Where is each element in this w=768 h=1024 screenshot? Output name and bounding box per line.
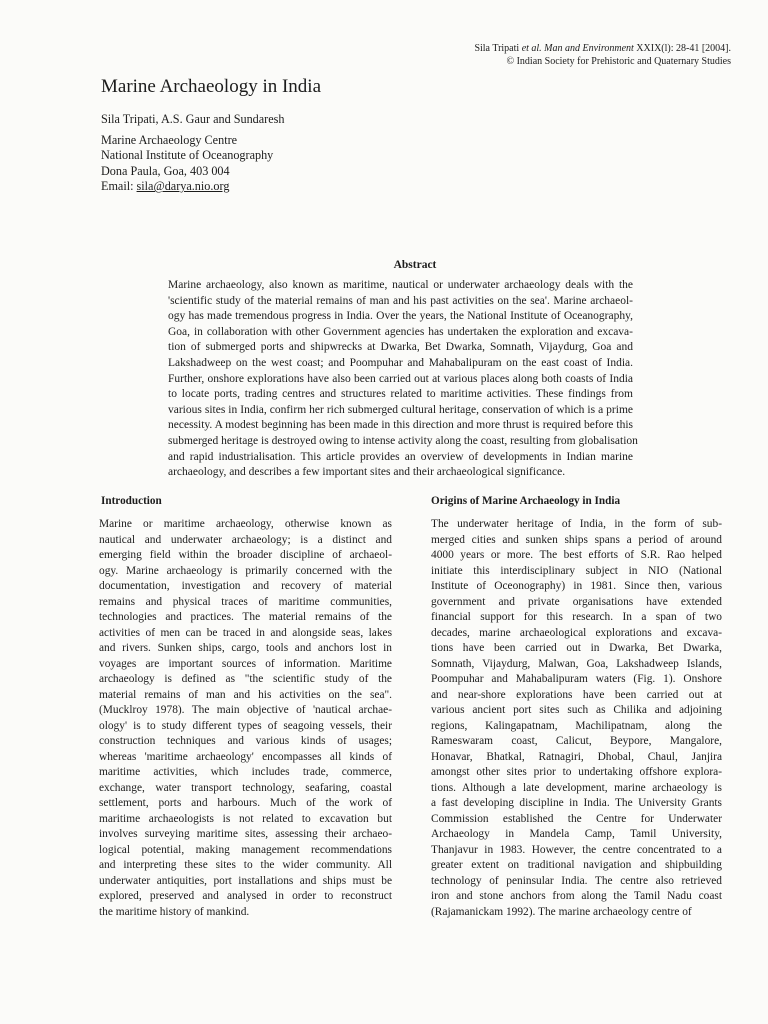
text-line: financial support for this research. In a span of two — [431, 611, 722, 623]
text-line: construction techniques and various kinds of usages; — [99, 735, 392, 747]
introduction-body — [99, 517, 392, 920]
text-line: tions. Although a late development, marine archaeology is — [431, 781, 722, 794]
text-line: material remains of man and his activities on the sea". — [99, 688, 392, 701]
citation-authors: Sila Tripati — [474, 43, 522, 54]
text-line: merged cities and sunken ships spans a period of around — [431, 533, 722, 546]
text-line: regions, Kalingapatnam, Machilipatnam, along the — [431, 719, 722, 732]
text-line: remains and physical traces of maritime communities, — [99, 595, 392, 608]
text-line: a fast developing discipline in India. The University Grants — [431, 797, 722, 809]
text-line: maritime activities, which includes trade, commerce, — [99, 766, 392, 778]
text-line: Further, onshore explorations have also been carried out at various places along both coasts of India — [168, 372, 633, 385]
text-line: Lakshadweep on the west coast; and Poompuhar and Mahabalipuram on the east coast of India. — [168, 356, 633, 369]
text-line: 4000 years or more. The best efforts of S.R. Rao helped — [431, 549, 722, 561]
introduction-heading: Introduction — [101, 495, 162, 507]
origins-body — [431, 517, 722, 920]
text-line: Poompuhar and Mahabalipuram waters (Fig. 1). Onshore — [431, 673, 722, 685]
email-label: Email: — [101, 179, 137, 194]
text-line: logical potential, making management recommendations — [99, 843, 392, 856]
text-line: iron and stone anchors from along the Tamil Nadu coast — [431, 890, 722, 902]
citation-journal: et al. Man and Environment — [521, 43, 634, 54]
email-link[interactable]: sila@darya.nio.org — [136, 179, 230, 194]
text-line: explored, preserved and analysed in order to reconstruct — [99, 890, 392, 902]
text-line: and near-shore explorations have been carried out at — [431, 688, 722, 701]
article-title: Marine Archaeology in India — [101, 76, 322, 97]
citation-line-1 — [474, 42, 731, 55]
text-line: technology of peninsular India. The centre also retrieved — [431, 874, 722, 887]
text-line: Honavar, Bhatkal, Ratnagiri, Dhobal, Chaul, Janjira — [431, 750, 722, 763]
text-line: involves surveying maritime sites, assessing their archaeo- — [99, 828, 392, 840]
text-line: Marine or maritime archaeology, otherwise known as — [99, 518, 392, 530]
text-line: nautical and underwater archaeology; is a distinct and — [99, 533, 392, 546]
text-line: Somnath, Vijaydurg, Malwan, Goa, Lakshadweep Islands, — [431, 657, 722, 670]
text-line: Marine archaeology, also known as maritime, nautical or underwater archaeology deals with the — [168, 279, 633, 291]
citation-line-2: © Indian Society for Prehistoric and Quaternary Studies — [506, 56, 731, 67]
abstract-body — [168, 278, 638, 481]
text-line: archaeology, and describes a few important sites and their archaeological significance. — [168, 466, 566, 479]
text-line: underwater antiquities, port installations and ships must be — [99, 874, 392, 887]
text-line: the maritime history of mankind. — [99, 905, 250, 918]
abstract-heading: Abstract — [393, 259, 437, 271]
text-line: ology' is to study different types of seagoing vessels, their — [99, 719, 392, 732]
text-line: tions have been carried out in Dwarka, Bet Dwarka, — [431, 642, 722, 654]
text-line: settlement, ports and harbours. Much of the work of — [99, 797, 392, 809]
text-line: Commission established the Centre for Underwater — [431, 812, 722, 825]
text-line: exchange, water transport technology, seafaring, coastal — [99, 781, 392, 794]
text-line: and interpreting these sites to the wider community. All — [99, 859, 392, 871]
journal-citation — [474, 42, 731, 68]
text-line: maritime archaeologists is not related to excavation but — [99, 812, 392, 825]
text-line: amongst other sites prior to undertaking offshore explora- — [431, 766, 722, 778]
text-line: submerged heritage is destroyed owing to intense activity along the coast, resulting from globalisation — [168, 434, 638, 447]
text-line: Rameswaram coast, Calicut, Beypore, Mangalore, — [431, 735, 722, 747]
text-line: emerging field within the broader discipline of archaeol- — [99, 549, 392, 561]
text-line: tion of submerged ports and shipwrecks at Dwarka, Bet Dwarka, Somnath, Vijaydurg, Goa and — [168, 341, 633, 354]
text-line: necessity. A modest beginning has been made in this direction and more thrust is required before this — [168, 419, 633, 432]
author-affiliation — [101, 133, 273, 195]
text-line: and rapid industrialisation. This article provides an overview of developments in Indian marine — [168, 450, 633, 463]
text-line: archaeology is defined as "the scientific study of the — [99, 673, 392, 685]
text-line: activities of men can be traced in and alongside seas, lakes — [99, 626, 392, 639]
text-line: documentation, investigation and recovery of material — [99, 580, 392, 592]
text-line: Thanjavur in 1983. However, the centre concentrated to a — [431, 843, 722, 856]
affiliation-line: Marine Archaeology Centre — [101, 133, 238, 147]
text-line: ogy has made tremendous progress in India. Over the years, the National Institute of Oceanography, — [168, 310, 633, 323]
text-line: various ancient port sites such as Chilika and adjoining — [431, 704, 722, 716]
article-authors: Sila Tripati, A.S. Gaur and Sundaresh — [101, 112, 285, 126]
origins-heading: Origins of Marine Archaeology in India — [431, 495, 621, 507]
text-line: government and private organisations have extended — [431, 595, 722, 608]
text-line: and rivers. Sunken ships, cargo, tools and anchors lost in — [99, 642, 392, 654]
affiliation-line: National Institute of Oceanography — [101, 148, 274, 163]
text-line: The underwater heritage of India, in the form of sub- — [431, 518, 722, 530]
text-line: Goa, in collaboration with other Government agencies has undertaken the exploration and excava- — [168, 325, 633, 338]
text-line: whereas 'maritime archaeology' encompasses all kinds of — [99, 750, 392, 763]
text-line: voyages are important sources of information. Maritime — [99, 657, 392, 670]
text-line: 'scientific study of the material remains of man and his past activities on the sea'. Marine archaeol- — [168, 294, 633, 307]
text-line: various sites in India, confirm her rich submerged cultural heritage, conservation of which is a prime — [168, 403, 633, 416]
text-line: Institute of Oceonography) in 1981. Since then, various — [431, 580, 722, 592]
text-line: decades, marine archaeological explorations and excava- — [431, 626, 722, 639]
text-line: ogy. Marine archaeology is primarily concerned with the — [99, 564, 392, 577]
email-line — [101, 179, 273, 194]
text-line: technologies and practices. The material remains of the — [99, 611, 392, 623]
citation-volume: XXIX(l): 28-41 [2004]. — [633, 43, 731, 54]
affiliation-line: Dona Paula, Goa, 403 004 — [101, 163, 230, 178]
text-line: greater extent on traditional navigation and shipbuilding — [431, 859, 722, 871]
text-line: to locate ports, trading centres and structures related to maritime activities. These findings from — [168, 388, 633, 401]
text-line: initiate this interdisciplinary subject in NIO (National — [431, 564, 722, 577]
text-line: (Mucklroy 1978). The main objective of 'nautical archae- — [99, 704, 392, 716]
text-line: (Rajamanickam 1992). The marine archaeology centre of — [431, 905, 692, 918]
text-line: Archaeology in Mandela Camp, Tamil University, — [431, 828, 722, 840]
